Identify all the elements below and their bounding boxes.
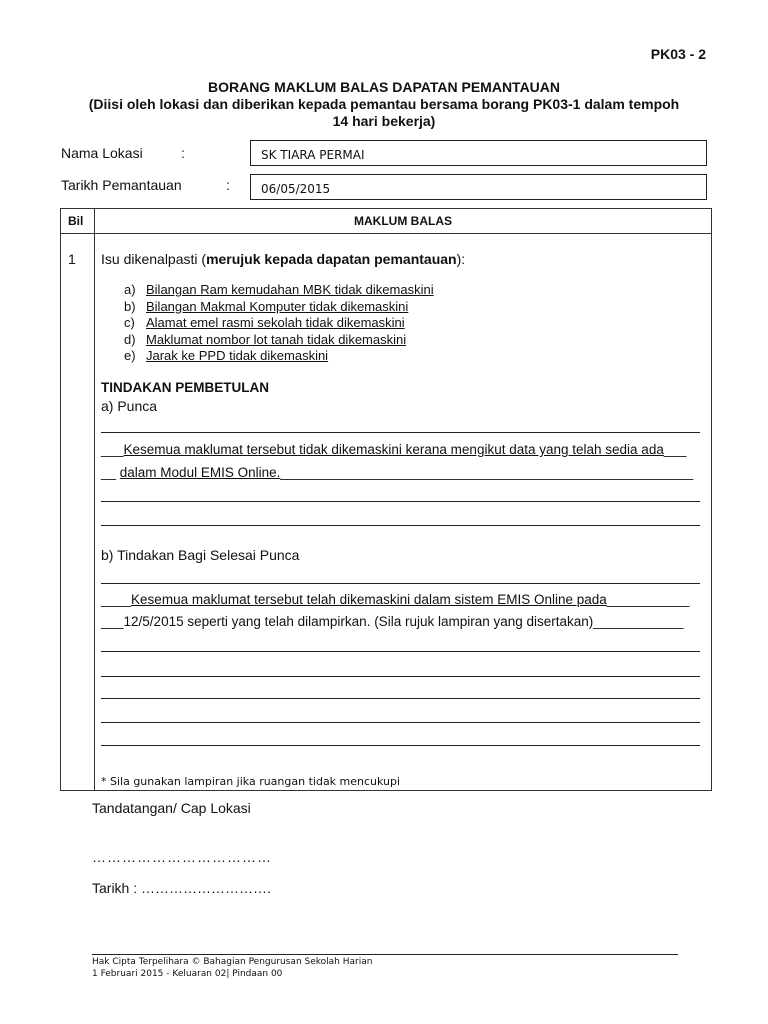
tindakan-heading: TINDAKAN PEMBETULAN	[101, 380, 269, 395]
list-item: b) Bilangan Makmal Komputer tidak dikemaskini	[124, 298, 409, 314]
list-item: e) Jarak ke PPD tidak dikemaskini	[124, 348, 329, 363]
issue-list	[124, 282, 434, 365]
issue-heading-bold: merujuk kepada dapatan pemantauan	[206, 251, 457, 267]
lokasi-colon: :	[181, 145, 185, 161]
col-header-maklum-balas: MAKLUM BALAS	[354, 214, 452, 228]
list-item: a) Bilangan Ram kemudahan MBK tidak dikemaskini	[124, 282, 434, 297]
answer-line	[101, 432, 700, 433]
answer-line	[101, 501, 700, 502]
tarikh-pemantauan-field[interactable]: 06/05/2015	[250, 174, 707, 200]
punca-label: a) Punca	[101, 398, 158, 414]
form-subtitle-line1: (Diisi oleh lokasi dan diberikan kepada pemantau bersama borang PK03-1 dalam tempoh	[88, 96, 680, 112]
answer-line	[101, 651, 700, 652]
signature-line[interactable]: ………………………………	[92, 849, 272, 865]
answer-line	[101, 676, 700, 677]
lampiran-note: * Sila gunakan lampiran jika ruangan tidak mencukupi	[101, 775, 401, 788]
form-title: BORANG MAKLUM BALAS DAPATAN PEMANTAUAN	[207, 79, 561, 95]
answer-line	[101, 583, 700, 584]
answer-line	[101, 698, 700, 699]
answer-line	[101, 745, 700, 746]
list-item: c) Alamat emel rasmi sekolah tidak dikemaskini	[124, 315, 405, 330]
answer-line	[101, 525, 700, 526]
footer-copyright: Hak Cipta Terpelihara © Bahagian Pengurusan Sekolah Harian	[92, 957, 373, 967]
issue-heading: Isu dikenalpasti (merujuk kepada dapatan pemantauan):	[101, 251, 466, 267]
table-column-divider	[94, 208, 95, 791]
tarikh-pemantauan-colon: :	[226, 177, 230, 193]
col-header-bil: Bil	[68, 214, 84, 228]
document-code: PK03 - 2	[650, 46, 706, 62]
lokasi-field[interactable]: SK TIARA PERMAI	[250, 140, 707, 166]
signature-date[interactable]: Tarikh : ……………………….	[92, 880, 271, 896]
punca-answer-line2[interactable]: __ dalam Modul EMIS Online._______________________________________________________	[101, 465, 694, 480]
row-number: 1	[68, 251, 76, 267]
footer-divider	[92, 954, 678, 955]
punca-answer-line1[interactable]: ___Kesemua maklumat tersebut tidak dikemaskini kerana mengikut data yang telah sedia ada___	[101, 442, 687, 457]
table-header-divider	[60, 233, 712, 234]
form-subtitle-line2: 14 hari bekerja)	[332, 113, 436, 129]
selesai-answer-line1[interactable]: ____Kesemua maklumat tersebut telah dikemaskini dalam sistem EMIS Online pada___________	[101, 592, 690, 607]
selesai-label: b) Tindakan Bagi Selesai Punca	[101, 547, 300, 563]
selesai-answer-line2[interactable]: ___12/5/2015 seperti yang telah dilampirkan. (Sila rujuk lampiran yang disertakan)____________	[101, 614, 684, 629]
tarikh-pemantauan-label: Tarikh Pemantauan	[61, 177, 182, 193]
signature-label: Tandatangan/ Cap Lokasi	[92, 800, 251, 816]
footer-version: 1 Februari 2015 - Keluaran 02| Pindaan 00	[92, 969, 283, 979]
answer-line	[101, 722, 700, 723]
list-item: d) Maklumat nombor lot tanah tidak dikemaskini	[124, 331, 407, 347]
lokasi-label: Nama Lokasi	[61, 145, 143, 161]
